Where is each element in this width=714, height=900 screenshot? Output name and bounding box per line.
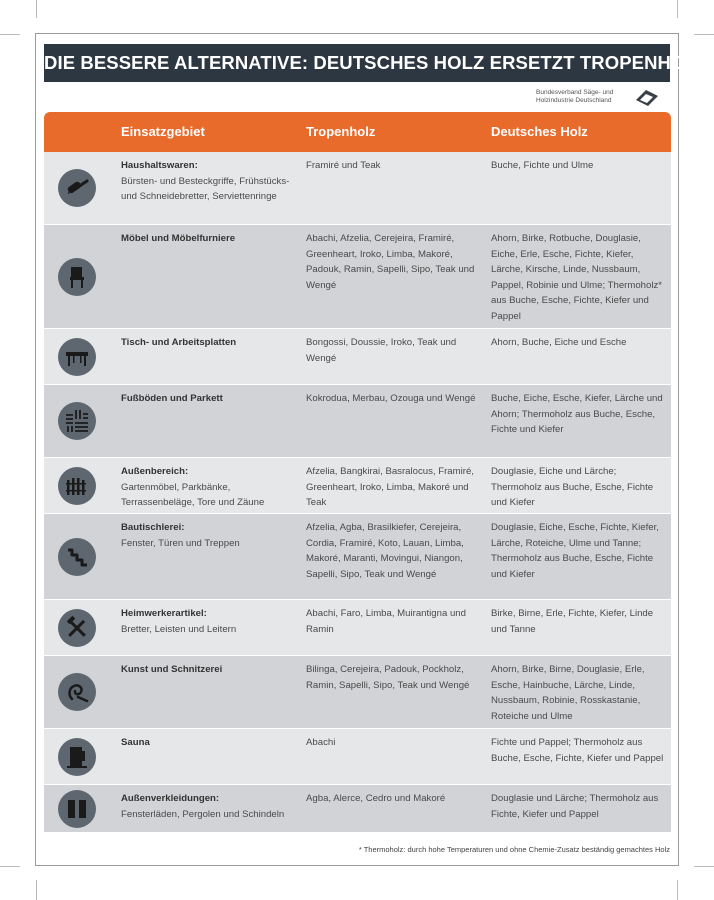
category-name: Außenverkleidungen: [121, 793, 220, 804]
deutsches-holz-cell: Ahorn, Buche, Eiche und Esche [491, 337, 627, 348]
table-row [44, 225, 671, 329]
category-name: Heimwerkerartikel: [121, 608, 207, 619]
deutsches-holz-cell: Buche, Eiche, Esche, Kiefer, Lärche und Ahorn; Thermoholz aus Buche, Esche, Fichte und Kiefer [491, 393, 663, 435]
category-detail: Fenster, Türen und Treppen [121, 537, 240, 549]
category-name: Haushaltswaren: [121, 160, 198, 171]
stairs-icon [58, 538, 96, 576]
table-header [44, 112, 671, 152]
deutsches-holz-cell: Buche, Fichte und Ulme [491, 160, 594, 171]
tropenholz-cell: Abachi, Afzelia, Cerejeira, Framiré, Greenheart, Iroko, Limba, Makoré, Padouk, Ramin, Sapelli, Sipo, Teak und Wengé [306, 233, 475, 291]
category-cell [121, 606, 301, 637]
crop-mark [677, 0, 678, 18]
crop-mark [694, 34, 714, 35]
crop-mark [36, 0, 37, 18]
table-row [44, 458, 671, 514]
category-cell [121, 231, 301, 247]
page-title: DIE BESSERE ALTERNATIVE: DEUTSCHES HOLZ ERSETZT TROPENHOLZ [44, 44, 670, 82]
table-row [44, 329, 671, 385]
deutsches-holz-cell: Fichte und Pappel; Thermoholz aus Buche, Esche, Fichte, Kiefer und Pappel [491, 737, 664, 764]
logo-text [536, 89, 632, 105]
footnote: * Thermoholz: durch hohe Temperaturen und ohne Chemie-Zusatz beständig gemachtes Holz [358, 845, 670, 854]
crop-mark [36, 880, 37, 900]
category-name: Bautischlerei: [121, 522, 185, 533]
publisher-logo [536, 88, 660, 110]
category-name: Sauna [121, 737, 150, 748]
column-header-deutsches-holz: Deutsches Holz [491, 124, 588, 139]
column-header-einsatzgebiet: Einsatzgebiet [121, 124, 205, 139]
category-cell [121, 464, 301, 511]
category-name: Fußböden und Parkett [121, 393, 223, 404]
tropenholz-cell: Bilinga, Cerejeira, Padouk, Pockholz, Ramin, Sapelli, Sipo, Teak und Wengé [306, 664, 470, 691]
tropenholz-cell: Agba, Alerce, Cedro und Makoré [306, 793, 446, 804]
parquet-icon [58, 402, 96, 440]
category-name: Kunst und Schnitzerei [121, 664, 223, 675]
tropenholz-cell: Abachi, Faro, Limba, Muirantigna und Ramin [306, 608, 466, 635]
crop-mark [677, 880, 678, 900]
deutsches-holz-cell: Douglasie, Eiche, Esche, Fichte, Kiefer, Lärche, Roteiche, Ulme und Tanne; Thermoholz aus Buche, Esche, Fichte und Kiefer [491, 522, 659, 580]
deutsches-holz-cell: Ahorn, Birke, Birne, Douglasie, Erle, Esche, Hainbuche, Lärche, Linde, Nussbaum, Robinie, Rosskastanie, Roteiche und Ulme [491, 664, 645, 722]
logo-mark-icon [634, 88, 660, 108]
wood-table [44, 112, 671, 832]
category-cell [121, 158, 301, 205]
category-name: Außenbereich: [121, 466, 189, 477]
category-cell [121, 791, 301, 822]
crop-mark [0, 34, 20, 35]
tropenholz-cell: Framiré und Teak [306, 160, 381, 171]
tropenholz-cell: Abachi [306, 737, 336, 748]
fence-icon [58, 467, 96, 505]
deutsches-holz-cell: Douglasie, Eiche und Lärche; Thermoholz aus Buche, Esche, Fichte und Kiefer [491, 466, 654, 508]
category-cell [121, 391, 301, 407]
table-row [44, 729, 671, 785]
category-cell [121, 662, 301, 678]
table-row [44, 785, 671, 832]
deutsches-holz-cell: Douglasie und Lärche; Thermoholz aus Fichte, Kiefer und Pappel [491, 793, 659, 820]
logo-text-line1: Bundesverband Säge- und [536, 89, 614, 96]
shutter-icon [58, 790, 96, 828]
sauna-icon [58, 738, 96, 776]
category-cell [121, 520, 301, 551]
category-cell [121, 335, 301, 351]
category-detail: Bürsten- und Besteckgriffe, Frühstücks- und Schneidebretter, Serviettenringe [121, 175, 290, 202]
brush-icon [58, 169, 96, 207]
category-name: Möbel und Möbelfurniere [121, 233, 236, 244]
chair-icon [58, 258, 96, 296]
table-row [44, 656, 671, 729]
carving-icon [58, 673, 96, 711]
category-detail: Fensterläden, Pergolen und Schindeln [121, 808, 285, 820]
deutsches-holz-cell: Ahorn, Birke, Rotbuche, Douglasie, Eiche, Erle, Esche, Fichte, Kiefer, Lärche, Kirsche, Linde, Nussbaum, Pappel, Robinie und Ulme; Thermoholz* aus Buche, Esche, Fichte, Kiefer und Pappel [491, 233, 663, 322]
tropenholz-cell: Kokrodua, Merbau, Ozouga und Wengé [306, 393, 476, 404]
category-detail: Gartenmöbel, Parkbänke, Terrassenbeläge, Tore und Zäune [121, 481, 265, 508]
deutsches-holz-cell: Birke, Birne, Erle, Fichte, Kiefer, Linde und Tanne [491, 608, 654, 635]
table-row [44, 152, 671, 225]
table-row [44, 600, 671, 656]
column-header-tropenholz: Tropenholz [306, 124, 376, 139]
table-row [44, 514, 671, 600]
tropenholz-cell: Bongossi, Doussie, Iroko, Teak und Wengé [306, 337, 457, 364]
crop-mark [0, 866, 20, 867]
tropenholz-cell: Afzelia, Agba, Brasilkiefer, Cerejeira, Cordia, Framiré, Koto, Lauan, Limba, Makoré, Maranti, Movingui, Niangon, Sapelli, Sipo, Teak und Wengé [306, 522, 464, 580]
crop-mark [694, 866, 714, 867]
table-row [44, 385, 671, 458]
table-icon [58, 338, 96, 376]
category-cell [121, 735, 301, 751]
tools-icon [58, 609, 96, 647]
category-name: Tisch- und Arbeitsplatten [121, 337, 237, 348]
tropenholz-cell: Afzelia, Bangkirai, Basralocus, Framiré, Greenheart, Iroko, Limba, Makoré und Teak [306, 466, 474, 508]
category-detail: Bretter, Leisten und Leitern [121, 623, 237, 635]
logo-text-line2: Holzindustrie Deutschland [536, 97, 612, 104]
